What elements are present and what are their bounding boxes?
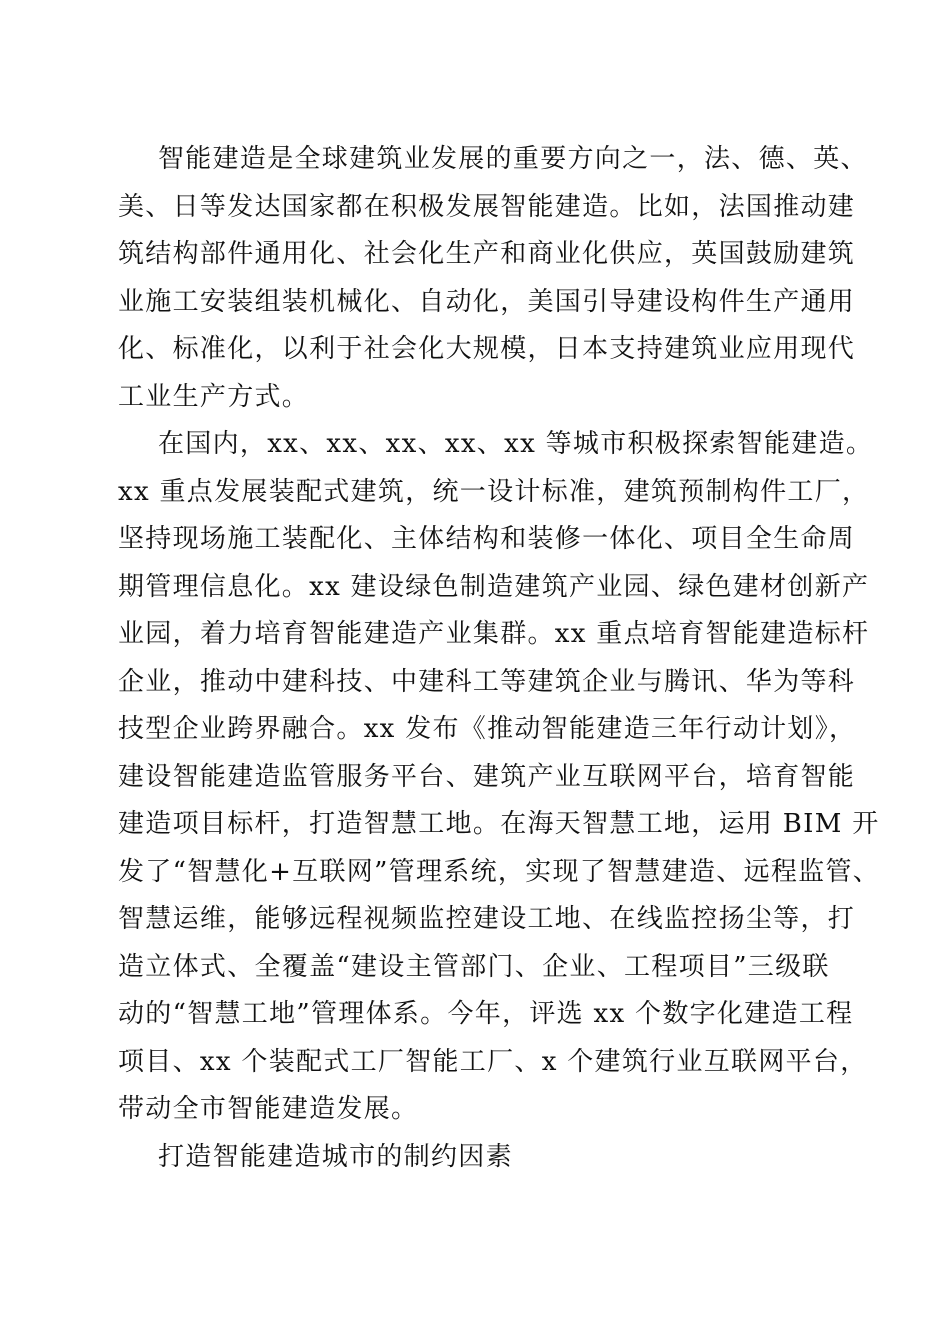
- text-line: 筑结构部件通用化、社会化生产和商业化供应，英国鼓励建筑: [118, 239, 856, 269]
- text-line: 企业，推动中建科技、中建科工等建筑企业与腾讯、华为等科: [118, 666, 856, 697]
- text-line: 动的“智慧工地”管理体系。今年，评选 xx 个数字化建造工程: [118, 999, 854, 1029]
- text-line: xx 重点发展装配式建筑，统一设计标准，建筑预制构件工厂，: [118, 476, 870, 507]
- text-line: 建设智能建造监管服务平台、建筑产业互联网平台，培育智能: [118, 761, 856, 792]
- text-line: 业园，着力培育智能建造产业集群。xx 重点培育智能建造标杆: [118, 619, 870, 649]
- paragraph: [118, 136, 868, 421]
- text-line: 智慧运维，能够远程视频监控建设工地、在线监控扬尘等，打: [118, 904, 856, 934]
- text-line: 坚持现场施工装配化、主体结构和装修一体化、项目全生命周: [118, 524, 856, 554]
- text-line: 造立体式、全覆盖“建设主管部门、企业、工程项目”三级联: [118, 951, 830, 982]
- section-heading: [118, 1134, 858, 1182]
- text-line: 技型企业跨界融合。xx 发布《推动智能建造三年行动计划》，: [118, 714, 857, 744]
- document-page: [118, 136, 881, 1181]
- text-line: 发了“智慧化+互联网”管理系统，实现了智慧建造、远程监管、: [118, 856, 881, 887]
- text-line: 智能建造是全球建筑业发展的重要方向之一，法、德、英、: [158, 144, 868, 174]
- text-line: 工业生产方式。: [118, 381, 310, 412]
- text-line: 业施工安装组装机械化、自动化，美国引导建设构件生产通用: [118, 286, 856, 317]
- text-line: 美、日等发达国家都在积极发展智能建造。比如，法国推动建: [118, 191, 856, 222]
- text-line: 在国内，xx、xx、xx、xx、xx 等城市积极探索智能建造。: [158, 429, 874, 459]
- text-line: 期管理信息化。xx 建设绿色制造建筑产业园、绿色建材创新产: [118, 571, 870, 602]
- text-line: 打造智能建造城市的制约因素: [158, 1141, 513, 1172]
- text-line: 带动全市智能建造发展。: [118, 1094, 419, 1124]
- paragraph: [118, 421, 881, 1134]
- text-line: 项目、xx 个装配式工厂智能工厂、x 个建筑行业互联网平台，: [118, 1046, 868, 1077]
- text-line: 建造项目标杆，打造智慧工地。在海天智慧工地，运用 BIM 开: [118, 809, 880, 839]
- text-line: 化、标准化，以利于社会化大规模，日本支持建筑业应用现代: [118, 334, 856, 364]
